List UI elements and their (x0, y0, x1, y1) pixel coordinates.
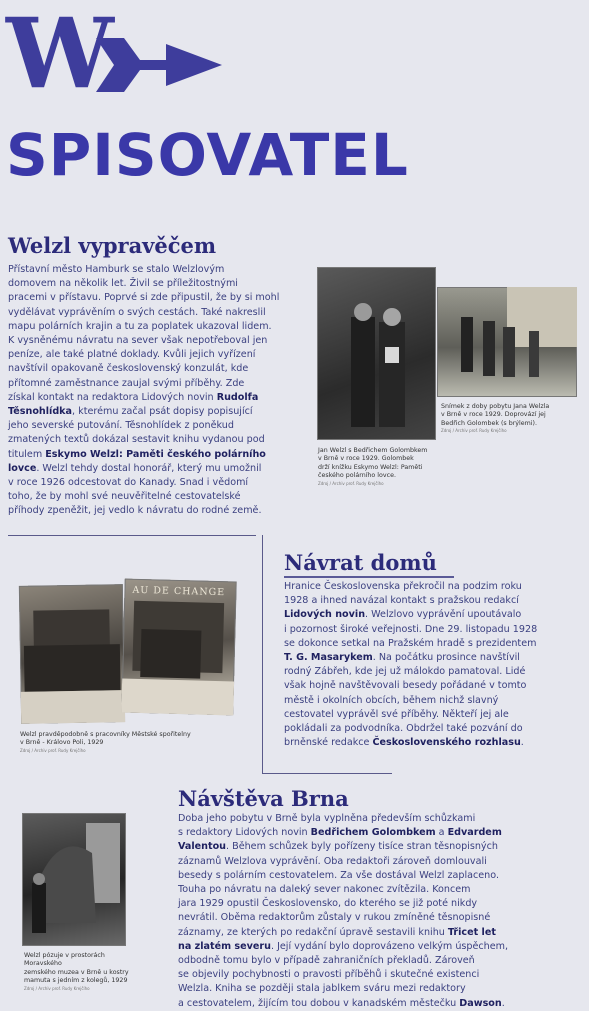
body-line: jeho severské putování. Těsnohlídek z poněkud (8, 420, 234, 432)
photo-sign-text: AU DE CHANGE (132, 584, 226, 599)
photo-savings-bank-2 (121, 579, 236, 716)
section3-body (178, 812, 578, 1011)
bold-name: na zlatém severu (178, 940, 271, 952)
body-line: besedy s polárním cestovatelem. Za vše dostával Welzl zaplaceno. (178, 869, 500, 881)
body-line: i pozornost široké veřejnosti. Dne 29. listopadu 1928 (284, 623, 538, 635)
section2-body (284, 580, 584, 750)
body-line: a cestovatelem, žijícím tou dobou v kanadském městečku Dawson. (178, 997, 505, 1009)
body-line: mapu polárních krajin a tu za poplatek ukazoval lidem. (8, 320, 272, 332)
section1-body (8, 263, 308, 519)
photo-welzl-brno-1929 (437, 287, 577, 397)
body-line: Těsnohlídka, kterému začal psát dopisy popisující (8, 406, 253, 418)
bold-name: Edvardem (447, 827, 502, 839)
bold-name: Eskymo Welzl: Paměti českého polárního (45, 448, 266, 460)
body-line: brněnské redakce Československého rozhlasu. (284, 737, 524, 749)
section-heading-navsteva-brna: Návštěva Brna (178, 786, 349, 811)
body-line: záznamů Welzlova vyprávění. Oba redaktoři zároveň domlouvali (178, 855, 487, 867)
body-line: pokládali za podvodníka. Obdržel také pozvání do (284, 723, 523, 735)
body-line: zmatených textů dokázal sestavit knihu vydanou pod (8, 434, 265, 446)
section-heading-welzl-vypravecem: Welzl vypravěčem (8, 233, 217, 258)
photo-welzl-golombek (317, 267, 436, 440)
photo-savings-bank-1 (19, 584, 125, 724)
bold-name: lovce (8, 462, 37, 474)
body-line: lovce. Welzl tehdy dostal honorář, který mu umožnil (8, 462, 262, 474)
body-line: navštívil opakovaně československý konzulát, kde (8, 363, 249, 375)
body-line: Doba jeho pobytu v Brně byla vyplněna především schůzkami (178, 813, 476, 824)
body-line: záznamy, ze kterých po redakční úpravě sestavili knihu Třicet let (178, 926, 496, 938)
body-line: Touha po návratu na daleký sever nakonec zvítězila. Koncem (178, 884, 471, 896)
body-line: domovem na několik let. Živil se příležitostnými (8, 278, 238, 290)
bold-name: Dawson (459, 997, 502, 1009)
divider-vertical (262, 535, 263, 773)
photo2-caption: Snímek z doby pobytu Jana Welzla v Brně v roce 1929. Doprovází jej Bedřich Golombek (s brýlemi). Zdroj / Archiv prof. Rudy Krejčího (441, 403, 550, 434)
bold-name: T. G. Masarykem (284, 652, 373, 664)
divider (262, 773, 392, 774)
photo3-caption: Welzl pravděpodobně s pracovníky Městské spořitelny v Brně - Královo Poli, 1929 Zdroj / Archiv prof. Rudy Krejčího (20, 731, 191, 753)
body-line: toho, že by mohl své neuvěřitelné cestovatelské (8, 491, 241, 503)
body-line: rodný Zábřeh, kde jej už málokdo pamatoval. Lidé (284, 666, 526, 678)
body-line: 1928 a ihned navázal kontakt s pražskou redakcí (284, 595, 519, 607)
body-line: Přístavní město Hamburk se stalo Welzlovým (8, 264, 225, 275)
body-line: K vysněnému návratu na sever však nepotřeboval jen (8, 335, 268, 347)
divider (8, 535, 256, 536)
bold-name: Rudolfa (216, 391, 259, 403)
body-line: Lidových novin. Welzlovo vyprávění upoutávalo (284, 609, 522, 621)
body-line: jara 1929 opustil Československo, do kterého se již poté nikdy (178, 898, 478, 910)
bold-name: Třicet let (447, 926, 496, 938)
section-heading-navrat-domu: Návrat domů (284, 550, 437, 575)
body-line: T. G. Masarykem. Na počátku prosince navštívil (284, 652, 520, 664)
photo-mammoth-museum (22, 813, 126, 946)
body-line: s redaktory Lidových novin Bedřichem Golombkem a Edvardem (178, 827, 502, 839)
bold-name: Československého rozhlasu (372, 737, 521, 749)
body-line: Hranice Československa překročil na podzim roku (284, 581, 522, 592)
logo-letter: W (6, 0, 110, 110)
bold-name: Valentou (178, 841, 227, 853)
body-line: městě i okolních obcích, během nichž slavný (284, 694, 499, 706)
body-line: se dokonce setkal na Pražském hradě s prezidentem (284, 637, 537, 649)
bold-name: Bedřichem Golombkem (310, 827, 436, 839)
photo4-caption: Welzl pózuje v prostorách Moravského zemského muzea v Brně u kostry mamuta s jedním z kolegů, 1929 Zdroj / Archiv prof. Rudy Krejčího (24, 952, 129, 991)
body-line: získal kontakt na redaktora Lidových novin Rudolfa (8, 391, 259, 403)
body-line: však hojně navštěvovali besedy pořádané v tomto (284, 680, 527, 692)
body-line: na zlatém severu. Její vydání bylo doprovázeno velkým úspěchem, (178, 940, 509, 952)
body-line: pracemi v přístavu. Poprvé si zde připustil, že by si mohl (8, 292, 280, 304)
arrow-right-icon (96, 30, 226, 100)
body-line: peníze, ale také platné doklady. Kvůli jejich vyřízení (8, 349, 256, 361)
body-line: vydělávat vyprávěním o svých cestách. Také nakreslil (8, 306, 266, 318)
bold-name: Lidových novin (284, 609, 366, 621)
body-line: Welzla. Kniha se později stala jablkem sváru mezi redaktory (178, 983, 466, 995)
body-line: přítomné zaměstnance zaujal svými příběhy. Zde (8, 377, 245, 389)
body-line: odbodně tomu bylo v případě zahraničních překladů. Zároveň (178, 955, 475, 967)
bold-name: Těsnohlídka (8, 406, 73, 418)
body-line: Valentou. Během schůzek byly pořízeny tisíce stran těsnopisných (178, 841, 498, 853)
body-line: se objevily pochybnosti o pravosti příběhů i skutečné existenci (178, 969, 480, 981)
heading-underline (284, 575, 454, 579)
body-line: nevrátil. Oběma redaktorům zůstaly v rukou zmíněné těsnopisné (178, 912, 491, 924)
page-title: SPISOVATEL (6, 121, 409, 189)
body-line: v roce 1926 odcestovat do Kanady. Snad i vědomí (8, 477, 249, 489)
body-line: cestovatel vyprávěl své příběhy. Někteří jej ale (284, 708, 509, 720)
body-line: titulem Eskymo Welzl: Paměti českého polárního (8, 448, 266, 460)
body-line: příhody zpeněžit, jej vedlo k návratu do rodné země. (8, 505, 262, 517)
photo1-caption: Jan Welzl s Bedřichem Golombkem v Brně v roce 1929. Golombek drží knížku Eskymo Welzl: Paměti českého polárního lovce. Zdroj / Archiv prof. Rudy Krejčího (318, 447, 428, 486)
